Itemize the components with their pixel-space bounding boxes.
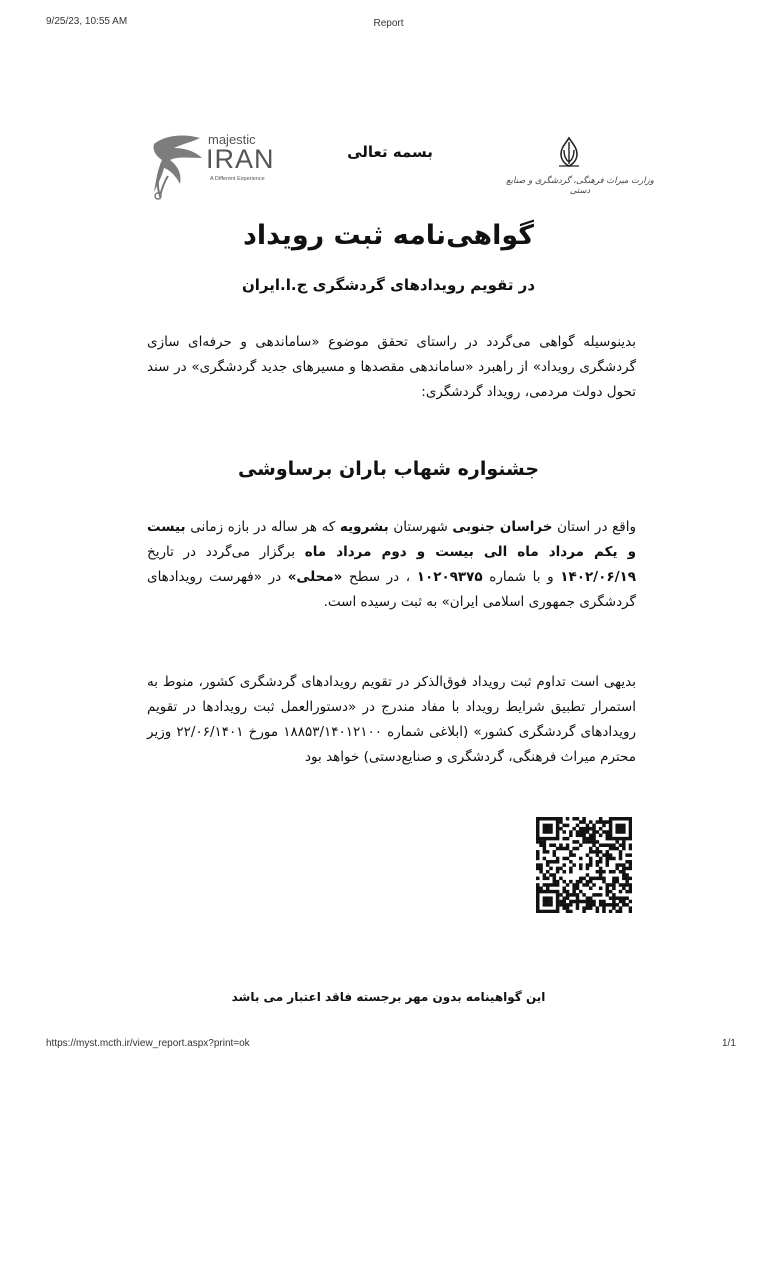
- logo-line-iran: IRAN: [206, 144, 275, 174]
- details-text: شهرستان: [388, 519, 453, 535]
- details-county: بشرویه: [339, 519, 389, 535]
- details-text: که هر ساله در بازه زمانی: [185, 519, 340, 535]
- ministry-caption: وزارت میراث فرهنگی، گردشگری و صنایع دستی: [506, 176, 654, 196]
- footer-note: این گواهینامه بدون مهر برجسته فاقد اعتبار می باشد: [231, 990, 546, 1004]
- details-period: بیست و یکم مرداد ماه الی بیست و دوم مرداد ماه: [147, 519, 636, 560]
- details-number: ۱۰۲۰۹۳۷۵: [416, 569, 483, 585]
- iran-emblem-icon: [555, 136, 583, 168]
- details-text: و با شماره: [482, 569, 561, 585]
- details-text: واقع در استان: [552, 519, 636, 535]
- basmala: بسمه تعالی: [347, 143, 433, 161]
- certificate-subtitle: در تقویم رویدادهای گردشگری ج.ا.ایران: [241, 276, 536, 294]
- details-level: «محلی»: [287, 569, 343, 585]
- logo-line-majestic: majestic: [208, 132, 256, 147]
- majestic-iran-bird-logo: [148, 126, 210, 202]
- print-page-number: 1/1: [722, 1038, 736, 1049]
- event-details-paragraph: [147, 515, 636, 615]
- logo-tagline: A Different Experience: [210, 176, 265, 182]
- conditions-paragraph: بدیهی است تداوم ثبت رویداد فوق‌الذکر در تقویم رویدادهای گردشگری کشور، منوط به استمرار تطبیق شرایط رویداد با مفاد مندرج در «دستورالعمل ثبت رویدادها در تقویم رویدادهای گردشگری کشور» (ابلاغی شماره ۱۸۸۵۳/۱۴۰۱۲۱۰۰ مورخ ۲۲/۰۶/۱۴۰۱ وزیر محترم میراث فرهنگی، گردشگری و صنایع‌دستی) خواهد بود: [147, 674, 636, 765]
- print-datetime: 9/25/23, 10:55 AM: [46, 16, 128, 27]
- details-date: ۱۴۰۲/۰۶/۱۹: [560, 569, 636, 585]
- event-name: جشنواره شهاب باران برساوشی: [237, 458, 540, 480]
- intro-paragraph: بدینوسیله گواهی می‌گردد در راستای تحقق موضوع «ساماندهی و حرفه‌ای سازی گردشگری رویداد» از راهبرد «ساماندهی مقصدها و مسیرهای جدید گردشگری» در سند تحول دولت مردمی، رویداد گردشگری:: [147, 334, 636, 400]
- ministry-logo: [505, 132, 655, 202]
- certificate-title: گواهی‌نامه ثبت رویداد: [242, 220, 534, 251]
- qr-code-icon: [536, 817, 632, 913]
- details-province: خراسان جنوبی: [452, 519, 553, 535]
- majestic-iran-logo: [148, 126, 278, 202]
- details-text: در «فهرست رویدادهای گردشگری جمهوری اسلامی ایران» به ثبت رسیده است.: [147, 569, 636, 610]
- print-title: Report: [373, 18, 404, 29]
- print-url: https://myst.mcth.ir/view_report.aspx?print=ok: [46, 1038, 250, 1049]
- details-text: برگزار می‌گردد در تاریخ: [147, 544, 305, 560]
- details-text: ، در سطح: [342, 569, 417, 585]
